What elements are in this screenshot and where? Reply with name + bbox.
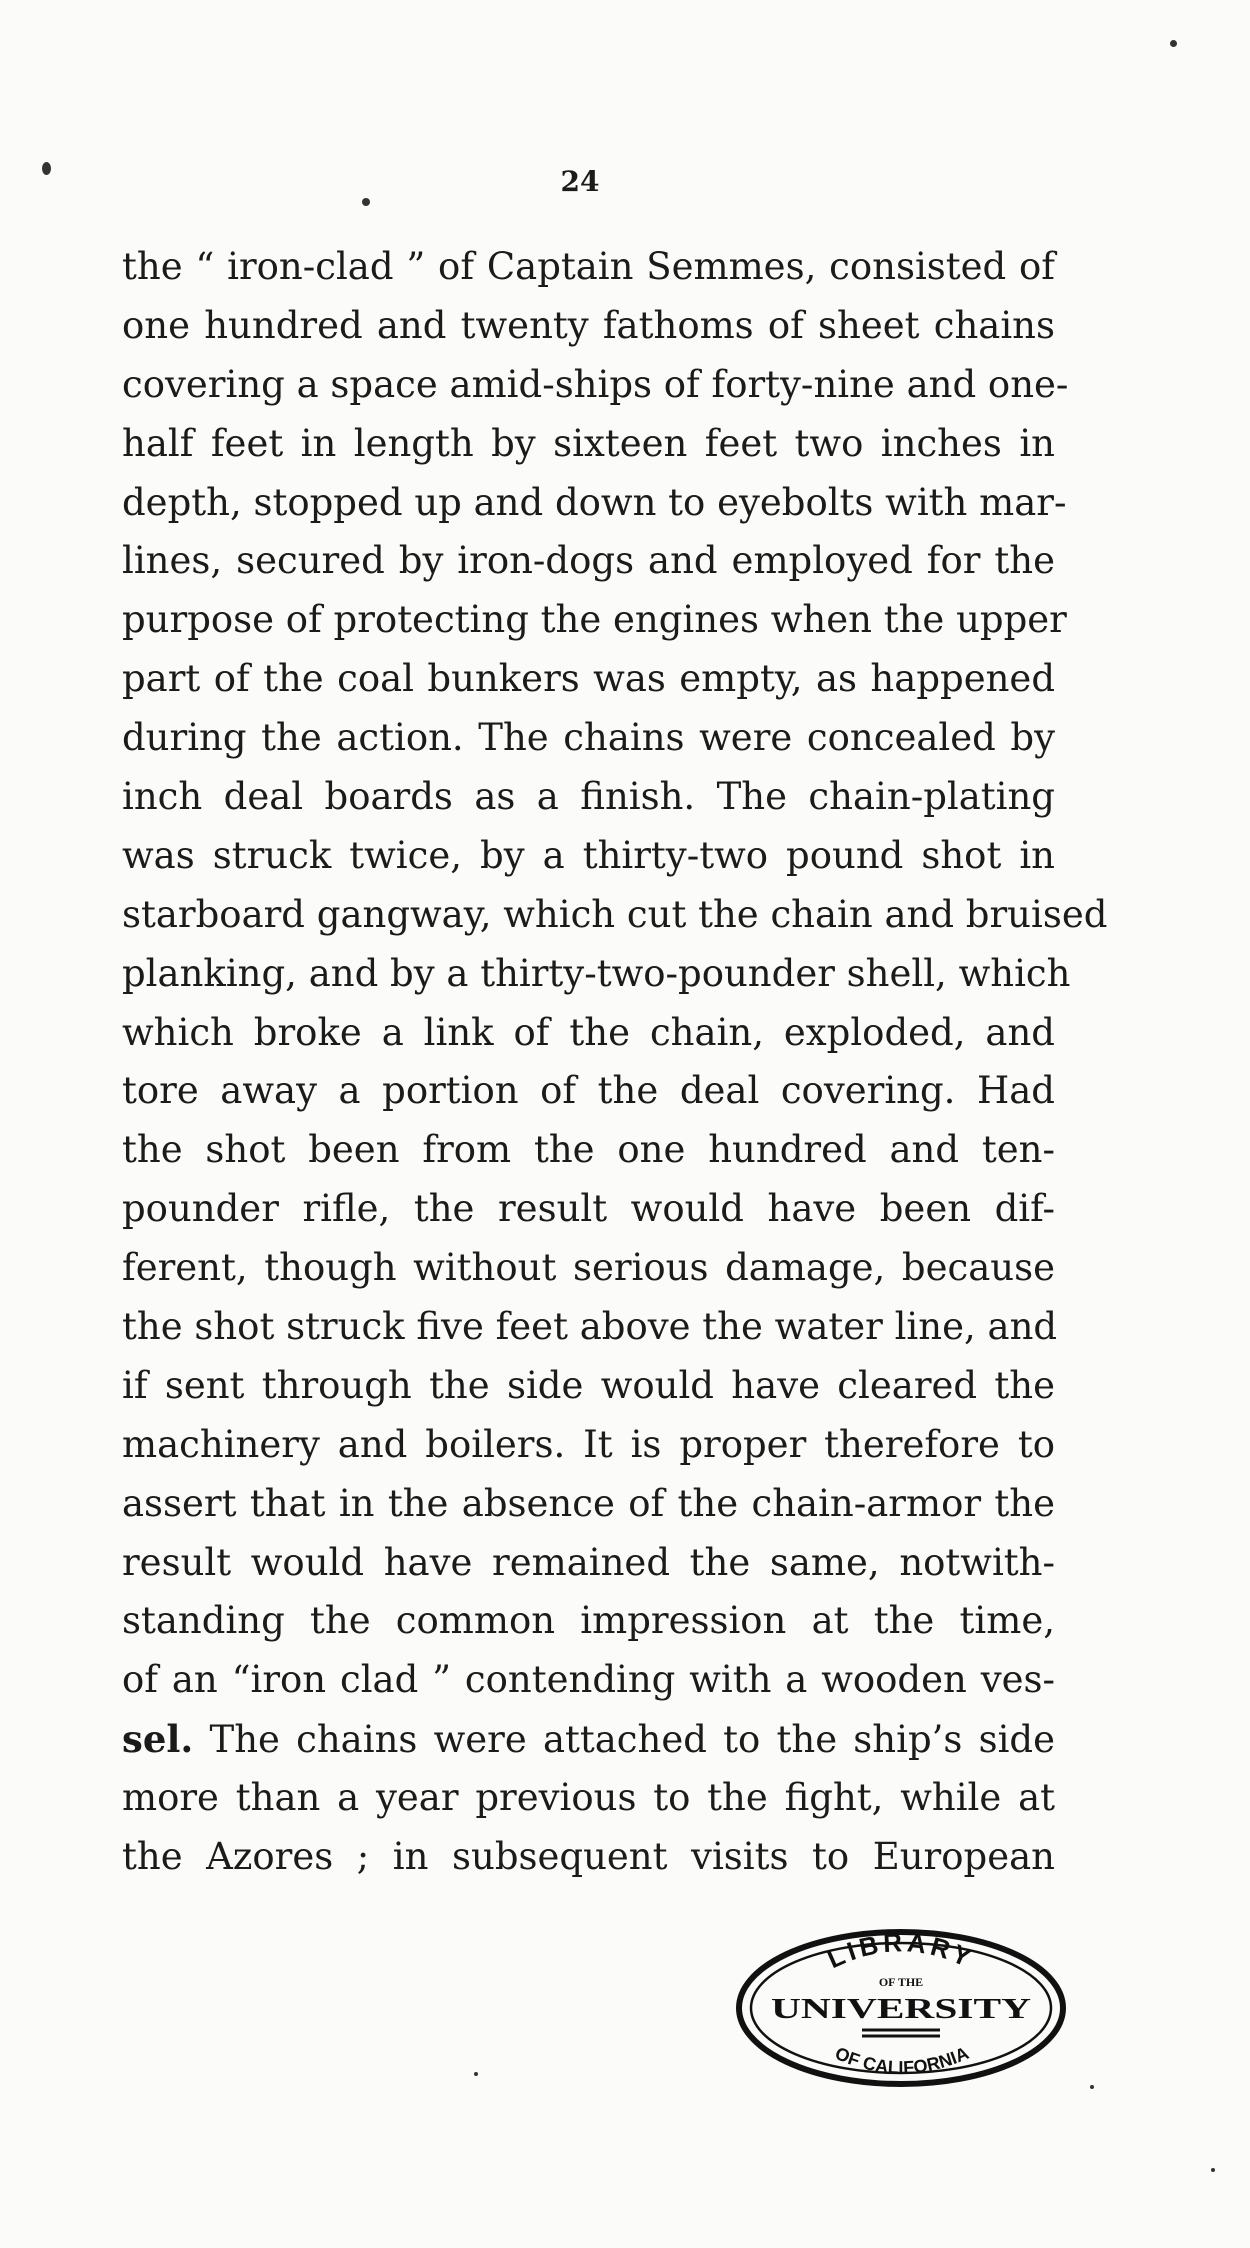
library-stamp <box>732 1920 1070 2092</box>
text-line: purpose of protecting the engines when the upper <box>122 598 1067 642</box>
text-line: lines, secured by iron-dogs and employed for the <box>122 539 1055 583</box>
text-line: more than a year previous to the fight, while at <box>122 1776 1055 1820</box>
ink-speck <box>1170 40 1177 47</box>
text-line: which broke a link of the chain, exploded, and <box>122 1010 1055 1054</box>
ink-speck <box>362 198 370 206</box>
text-line: machinery and boilers. It is proper therefore to <box>122 1422 1055 1466</box>
stamp-bottom-text: OF CALIFORNIA <box>832 2042 972 2078</box>
text-line: tore away a portion of the deal covering. Had <box>122 1069 1055 1113</box>
bold-word: sel. <box>122 1717 194 1762</box>
stamp-main-text: UNIVERSITY <box>771 1994 1031 2025</box>
text-line: covering a space amid-ships of forty-nine and one- <box>122 362 1069 406</box>
text-line: of an “iron clad ” contending with a wooden ves- <box>122 1658 1055 1702</box>
text-line: part of the coal bunkers was empty, as happened <box>122 657 1055 701</box>
ink-speck <box>1211 2168 1215 2172</box>
text-line: standing the common impression at the time, <box>122 1599 1055 1643</box>
ink-speck <box>1090 2085 1094 2089</box>
text-line-with-bold <box>122 1710 1055 1769</box>
text-line: if sent through the side would have cleared the <box>122 1363 1055 1407</box>
text-line: during the action. The chains were concealed by <box>122 716 1055 760</box>
text-line: one hundred and twenty fathoms of sheet chains <box>122 303 1055 347</box>
text-line: was struck twice, by a thirty-two pound shot in <box>122 833 1055 877</box>
line-rest: The chains were attached to the ship’s side <box>193 1718 1055 1762</box>
body-text <box>122 238 1108 1887</box>
text-line: half feet in length by sixteen feet two inches in <box>122 421 1055 465</box>
text-line: planking, and by a thirty-two-pounder shell, which <box>122 951 1071 995</box>
text-line: result would have remained the same, notwith- <box>122 1540 1055 1584</box>
stamp-middle-text: OF THE <box>878 1975 924 1989</box>
ink-speck <box>42 162 51 175</box>
stamp-top-text: LIBRARY <box>822 1927 980 1975</box>
text-line: the “ iron-clad ” of Captain Semmes, consisted of <box>122 245 1055 288</box>
text-line: depth, stopped up and down to eyebolts with mar- <box>122 480 1067 524</box>
ink-speck <box>474 2072 478 2076</box>
text-line: the shot been from the one hundred and ten- <box>122 1128 1055 1172</box>
text-line: inch deal boards as a finish. The chain-plating <box>122 775 1055 819</box>
text-line: pounder rifle, the result would have been dif- <box>122 1187 1055 1231</box>
text-line: ferent, though without serious damage, because <box>122 1246 1055 1290</box>
text-line: starboard gangway, which cut the chain and bruised <box>122 892 1108 936</box>
text-line: the Azores ; in subsequent visits to European <box>122 1835 1055 1879</box>
page-number: 24 <box>560 165 600 198</box>
text-line: the shot struck five feet above the water line, and <box>122 1305 1058 1349</box>
text-line: assert that in the absence of the chain-armor the <box>122 1481 1055 1525</box>
